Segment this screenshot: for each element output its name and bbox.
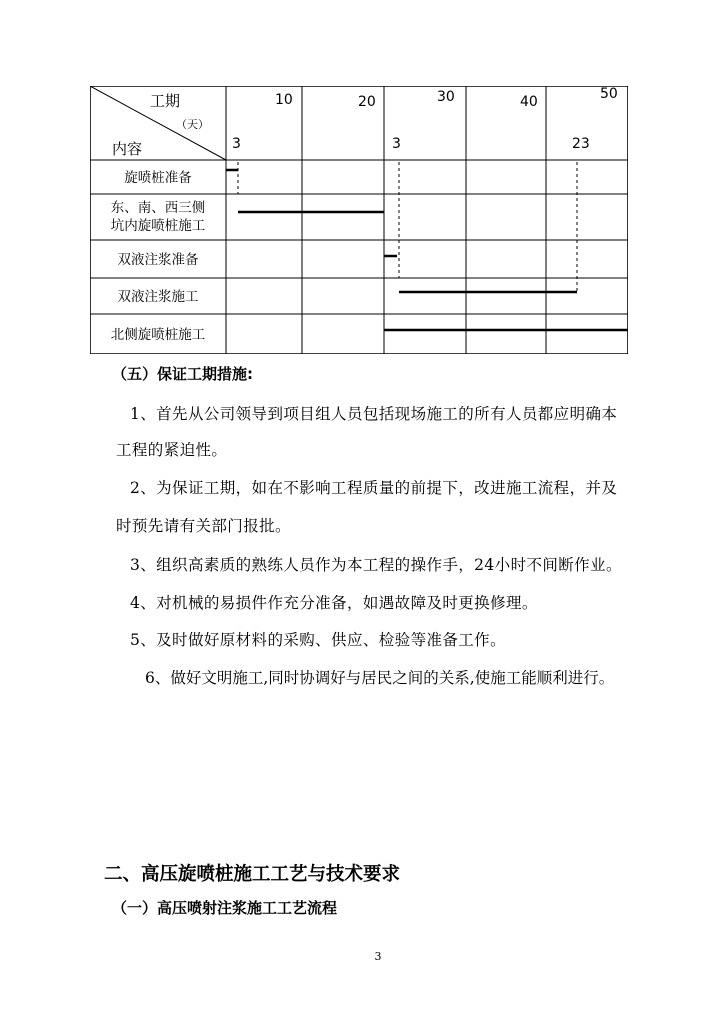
- day-ticks: [232, 86, 618, 152]
- measure-line-3: 2、为保证工期，如在不影响工程质量的前提下，改进施工流程，并及: [130, 479, 618, 497]
- schedule-gantt-table: [90, 86, 628, 354]
- section-subtitle: （一）高压喷射注浆施工工艺流程: [112, 899, 338, 917]
- measure-line-8: 6、做好文明施工,同时协调好与居民之间的关系,使施工能顺利进行。: [145, 669, 615, 687]
- row-label: 旋喷桩准备: [124, 170, 192, 186]
- milestone-dashes: [238, 162, 577, 292]
- milestone-day-label: 3: [232, 136, 241, 152]
- measure-line-4: 时预先请有关部门报批。: [116, 517, 291, 535]
- day-tick-label: 30: [437, 89, 455, 105]
- row-label: 坑内旋喷桩施工: [110, 218, 206, 234]
- row-label: 北侧旋喷桩施工: [110, 327, 206, 343]
- row-labels: [111, 169, 206, 343]
- page-number: 3: [374, 950, 382, 963]
- day-tick-label: 40: [520, 94, 538, 110]
- header-content: 内容: [112, 140, 143, 158]
- measure-line-5: 3、组织高素质的熟练人员作为本工程的操作手，24小时不间断作业。: [130, 556, 622, 574]
- header-unit: （天）: [176, 118, 209, 131]
- measure-line-6: 4、对机械的易损件作充分准备，如遇故障及时更换修理。: [130, 594, 538, 612]
- milestone-day-label: 23: [572, 136, 590, 152]
- section-title: 二、高压旋喷桩施工工艺与技术要求: [104, 864, 401, 885]
- day-tick-label: 10: [275, 92, 293, 108]
- measure-line-7: 5、及时做好原材料的采购、供应、检验等准备工作。: [130, 631, 506, 649]
- day-tick-label: 20: [358, 94, 376, 110]
- row-label: 双液注浆准备: [117, 252, 199, 268]
- row-label: 双液注浆施工: [117, 289, 199, 305]
- header-period: 工期: [150, 92, 181, 110]
- row-label: 东、南、西三侧: [110, 200, 206, 216]
- milestone-day-label: 3: [392, 136, 401, 152]
- day-tick-label: 50: [600, 86, 618, 102]
- measure-line-2: 工程的紧迫性。: [116, 441, 228, 459]
- measures-heading: （五）保证工期措施:: [112, 365, 253, 383]
- measure-line-1: 1、首先从公司领导到项目组人员包括现场施工的所有人员都应明确本: [130, 405, 618, 423]
